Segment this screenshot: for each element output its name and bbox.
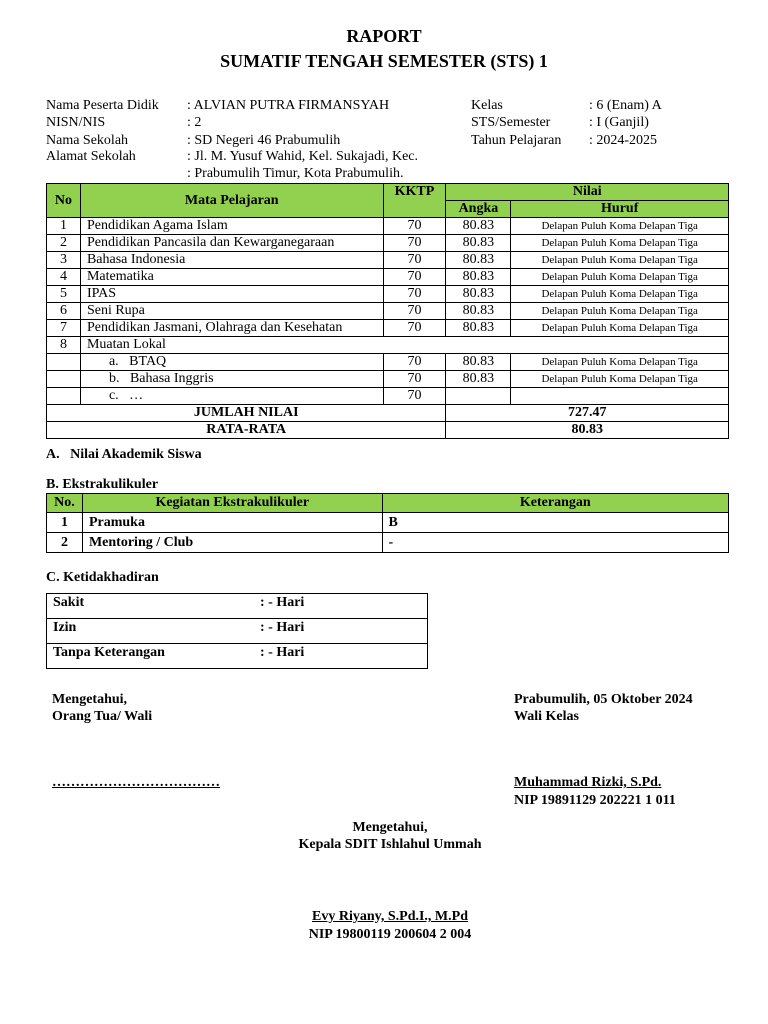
head-acknowledge: Mengetahui, xyxy=(352,820,428,835)
col-kktp-header: KKTP xyxy=(383,184,446,218)
row-no: 8 xyxy=(47,337,81,354)
nisn-value: : 2 xyxy=(187,115,202,130)
place-date: Prabumulih, 05 Oktober 2024 xyxy=(514,692,693,707)
row-huruf: Delapan Puluh Koma Delapan Tiga xyxy=(511,286,729,303)
ekskul-col-activity: Kegiatan Ekstrakulikuler xyxy=(82,494,382,513)
local-content-label: Muatan Lokal xyxy=(80,337,728,354)
name-label: Nama Peserta Didik xyxy=(46,98,159,113)
ekskul-no: 2 xyxy=(47,533,83,553)
teacher-nip: NIP 19891129 202221 1 011 xyxy=(514,793,676,808)
col-huruf-header: Huruf xyxy=(511,201,729,218)
head-name: Evy Riyany, S.Pd.I., M.Pd xyxy=(312,909,468,924)
parent-signature-line: ……………………………… xyxy=(52,775,220,790)
row-angka: 80.83 xyxy=(446,303,511,320)
table-row xyxy=(47,320,729,337)
row-kktp: 70 xyxy=(383,286,446,303)
absence-label: Tanpa Keterangan xyxy=(53,645,165,660)
report-title: RAPORT xyxy=(346,26,422,46)
row-huruf: Delapan Puluh Koma Delapan Tiga xyxy=(511,371,729,388)
ekskul-col-note: Keterangan xyxy=(382,494,728,513)
row-no: 5 xyxy=(47,286,81,303)
row-kktp: 70 xyxy=(383,371,446,388)
row-no: 2 xyxy=(47,235,81,252)
row-no: 6 xyxy=(47,303,81,320)
row-angka: 80.83 xyxy=(446,252,511,269)
average-value: 80.83 xyxy=(446,422,729,439)
table-row xyxy=(47,513,729,533)
table-row xyxy=(47,252,729,269)
row-subject: Seni Rupa xyxy=(80,303,383,320)
table-row xyxy=(47,533,729,553)
row-angka: 80.83 xyxy=(446,269,511,286)
average-label: RATA-RATA xyxy=(47,422,446,439)
teacher-role: Wali Kelas xyxy=(514,709,579,724)
ekskul-no: 1 xyxy=(47,513,83,533)
row-angka: 80.83 xyxy=(446,371,511,388)
row-huruf: Delapan Puluh Koma Delapan Tiga xyxy=(511,320,729,337)
row-angka: 80.83 xyxy=(446,320,511,337)
col-angka-header: Angka xyxy=(446,201,511,218)
row-subject: Pendidikan Pancasila dan Kewarganegaraan xyxy=(80,235,383,252)
divider xyxy=(47,618,427,619)
ekskul-activity: Mentoring / Club xyxy=(82,533,382,553)
table-row xyxy=(47,337,729,354)
row-subject: Bahasa Indonesia xyxy=(80,252,383,269)
year-value: : 2024-2025 xyxy=(589,133,658,148)
head-role: Kepala SDIT Ishlahul Ummah xyxy=(298,837,482,852)
row-letter: b. xyxy=(108,371,120,386)
school-value: : SD Negeri 46 Prabumulih xyxy=(187,133,341,148)
semester-label: STS/Semester xyxy=(471,115,551,130)
row-angka: 80.83 xyxy=(446,218,511,235)
row-huruf: Delapan Puluh Koma Delapan Tiga xyxy=(511,252,729,269)
average-row xyxy=(47,422,729,439)
absence-value: : - Hari xyxy=(260,645,305,660)
table-row xyxy=(47,269,729,286)
table-row xyxy=(47,371,729,388)
total-value: 727.47 xyxy=(446,405,729,422)
row-huruf: Delapan Puluh Koma Delapan Tiga xyxy=(511,303,729,320)
teacher-name: Muhammad Rizki, S.Pd. xyxy=(514,775,662,790)
name-value: : ALVIAN PUTRA FIRMANSYAH xyxy=(187,98,390,113)
year-label: Tahun Pelajaran xyxy=(471,133,562,148)
row-subject: Matematika xyxy=(80,269,383,286)
row-kktp: 70 xyxy=(383,303,446,320)
table-row xyxy=(47,218,729,235)
row-huruf xyxy=(511,388,729,405)
address-label: Alamat Sekolah xyxy=(46,149,136,164)
divider xyxy=(47,643,427,644)
row-huruf: Delapan Puluh Koma Delapan Tiga xyxy=(511,269,729,286)
absence-label: Izin xyxy=(53,620,77,635)
ekskul-table xyxy=(46,493,729,553)
row-huruf: Delapan Puluh Koma Delapan Tiga xyxy=(511,354,729,371)
class-value: : 6 (Enam) A xyxy=(589,98,662,113)
total-label: JUMLAH NILAI xyxy=(47,405,446,422)
row-letter: a. xyxy=(108,354,119,369)
row-kktp: 70 xyxy=(383,354,446,371)
table-row xyxy=(47,235,729,252)
row-kktp: 70 xyxy=(383,218,446,235)
row-subject: IPAS xyxy=(80,286,383,303)
row-no: 3 xyxy=(47,252,81,269)
col-subject-header: Mata Pelajaran xyxy=(80,184,383,218)
row-huruf: Delapan Puluh Koma Delapan Tiga xyxy=(511,235,729,252)
absence-box xyxy=(46,593,428,669)
row-subject xyxy=(80,388,383,405)
row-kktp: 70 xyxy=(383,320,446,337)
head-name-wrap xyxy=(0,909,768,925)
ekskul-note: B xyxy=(382,513,728,533)
row-subject-text: BTAQ xyxy=(129,354,167,369)
section-a-title: A. Nilai Akademik Siswa xyxy=(46,447,202,462)
report-subtitle: SUMATIF TENGAH SEMESTER (STS) 1 xyxy=(220,51,548,71)
ekskul-activity: Pramuka xyxy=(82,513,382,533)
absence-value: : - Hari xyxy=(260,620,305,635)
section-b-title: B. Ekstrakulikuler xyxy=(46,477,159,492)
row-kktp: 70 xyxy=(383,269,446,286)
row-angka: 80.83 xyxy=(446,235,511,252)
row-no-empty xyxy=(47,371,81,388)
address-value-2: : Prabumulih Timur, Kota Prabumulih. xyxy=(187,166,404,181)
row-subject-text: … xyxy=(129,388,144,403)
row-angka: 80.83 xyxy=(446,354,511,371)
class-label: Kelas xyxy=(471,98,503,113)
row-kktp: 70 xyxy=(383,235,446,252)
section-c-title: C. Ketidakhadiran xyxy=(46,570,159,585)
row-angka xyxy=(446,388,511,405)
table-row xyxy=(47,388,729,405)
table-row xyxy=(47,303,729,320)
grades-table xyxy=(46,183,729,439)
table-row xyxy=(47,286,729,303)
school-label: Nama Sekolah xyxy=(46,133,129,148)
row-kktp: 70 xyxy=(383,388,446,405)
semester-value: : I (Ganjil) xyxy=(589,115,649,130)
table-row xyxy=(47,354,729,371)
row-kktp: 70 xyxy=(383,252,446,269)
row-subject xyxy=(80,354,383,371)
col-no-header: No xyxy=(47,184,81,218)
head-nip: NIP 19800119 200604 2 004 xyxy=(308,927,472,942)
address-value-1: : Jl. M. Yusuf Wahid, Kel. Sukajadi, Kec. xyxy=(187,149,419,164)
row-no: 4 xyxy=(47,269,81,286)
parent-acknowledge: Mengetahui, xyxy=(52,692,128,707)
row-huruf: Delapan Puluh Koma Delapan Tiga xyxy=(511,218,729,235)
absence-value: : - Hari xyxy=(260,595,305,610)
parent-role: Orang Tua/ Wali xyxy=(52,709,153,724)
ekskul-col-no: No. xyxy=(47,494,83,513)
col-nilai-header: Nilai xyxy=(446,184,729,201)
row-subject xyxy=(80,371,383,388)
row-subject: Pendidikan Jasmani, Olahraga dan Kesehatan xyxy=(80,320,383,337)
row-no-empty xyxy=(47,354,81,371)
row-subject-text: Bahasa Inggris xyxy=(129,371,214,386)
total-row xyxy=(47,405,729,422)
row-subject: Pendidikan Agama Islam xyxy=(80,218,383,235)
row-angka: 80.83 xyxy=(446,286,511,303)
row-no-empty xyxy=(47,388,81,405)
nisn-label: NISN/NIS xyxy=(46,115,106,130)
row-no: 7 xyxy=(47,320,81,337)
row-letter: c. xyxy=(108,388,119,403)
ekskul-note: - xyxy=(382,533,728,553)
absence-label: Sakit xyxy=(53,595,85,610)
row-no: 1 xyxy=(47,218,81,235)
